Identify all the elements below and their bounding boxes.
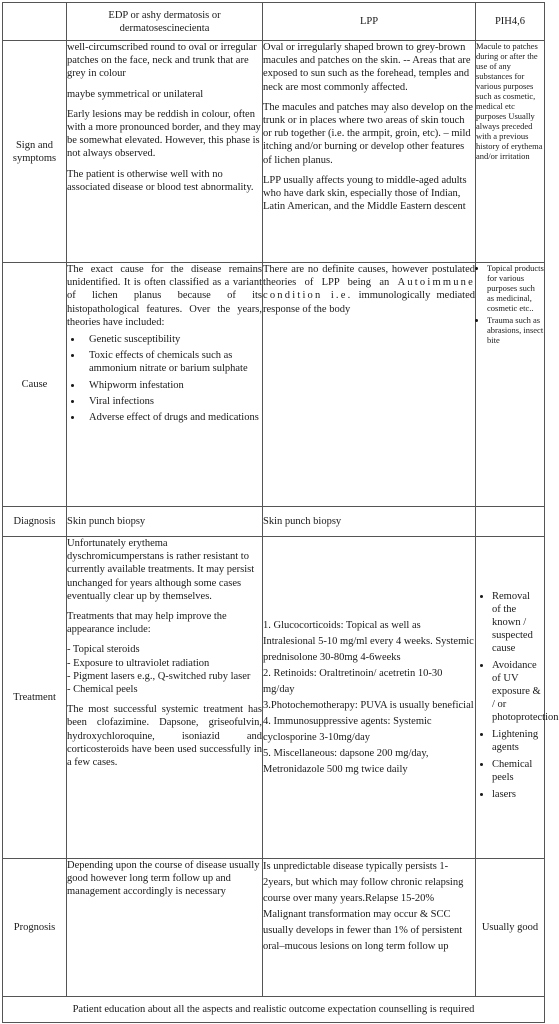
list-item: • Adverse effect of drugs and medications xyxy=(83,411,262,424)
list-item: • Trauma such as abrasions, insect bite xyxy=(487,315,544,345)
signs-lpp-p3: LPP usually affects young to middle-aged adults who have dark skin, especially those of Indian, Latin American, and the Middle Eastern descent xyxy=(263,174,467,213)
cause-lpp-part1: There are no definite causes, however postulated theories of LPP being an xyxy=(263,264,475,289)
list-item: • Chemical peels xyxy=(492,758,541,784)
cause-edp-list xyxy=(67,333,262,424)
list-item: • Topical products for various purposes such as medicinal, cosmetic etc.. xyxy=(487,263,544,313)
cause-lpp-part3: immunologically mediated response of the body xyxy=(263,290,475,315)
row-label-signs: Sign and symptoms xyxy=(3,41,67,263)
cause-lpp-part2: Autoimmune condition i.e. xyxy=(263,277,475,302)
footer-note: Patient education about all the aspects and realistic outcome expectation counselling is required xyxy=(3,997,545,1023)
row-label-cause: Cause xyxy=(3,263,67,507)
list-item: • Whipworm infestation xyxy=(83,379,262,392)
header-pih: PIH4,6 xyxy=(476,3,545,41)
header-lpp: LPP xyxy=(263,3,476,41)
list-item: • Viral infections xyxy=(83,395,262,408)
treatment-pih-cell xyxy=(476,537,559,859)
treatment-pih-list xyxy=(479,590,559,801)
list-item: - Topical steroids xyxy=(67,644,140,656)
list-item: 5. Miscellaneous: dapsone 200 mg/day, Metronidazole 500 mg twice daily xyxy=(263,747,429,775)
list-item: • Toxic effects of chemicals such as ammonium nitrate or barium sulphate xyxy=(83,349,262,375)
treatment-lpp-list xyxy=(263,618,475,778)
list-item: - Pigment lasers e.g., Q-switched ruby laser xyxy=(67,670,251,682)
cause-pih-list xyxy=(476,263,544,345)
row-label-prognosis: Prognosis xyxy=(3,859,67,997)
row-diagnosis xyxy=(3,507,545,537)
cause-lpp-text xyxy=(263,263,475,316)
signs-edp-p3: Early lesions may be reddish in colour, often with a more pronounced border, and they may be somewhat elevated. However, this phase is not always observed. xyxy=(67,108,261,160)
treatment-edp-list xyxy=(67,643,262,696)
cause-edp-cell xyxy=(67,263,263,507)
list-item: • Removal of the known / suspected cause xyxy=(492,590,541,655)
diagnosis-lpp-cell: Skin punch biopsy xyxy=(263,507,476,537)
treatment-lpp-cell xyxy=(263,537,476,859)
cause-edp-intro: The exact cause for the disease remains unidentified. It is often classified as a variant of lichen planus because of its histopathological features. Over the years, theories have included: xyxy=(67,264,262,328)
signs-edp-p4: The patient is otherwise well with no associated disease or blood test abnormality. xyxy=(67,168,254,193)
list-item: 4. Immunosuppressive agents: Systemic cyclosporine 3-10mg/day xyxy=(263,715,432,743)
list-item: • lasers xyxy=(492,788,541,801)
signs-pih-cell: Macule to patches during or after the use of any substances for various purposes such as cosmetic, medical etc purposes Usually always preceded with a previous history of erythema and/or irritation xyxy=(476,41,545,263)
treatment-edp-p2: Treatments that may help improve the appearance include: xyxy=(67,611,227,636)
row-label-treatment: Treatment xyxy=(3,537,67,859)
treatment-edp-p1: Unfortunately erythema dyschromicumperstans is rather resistant to currently available treatments. It may persist unchanged for years although some cases eventually clear up by themselves. xyxy=(67,538,255,602)
list-item: 1. Glucocorticoids: Topical as well as Intralesional 5-10 mg/ml every 4 weeks. Systemic prednisolone 30-80mg 4-6weeks xyxy=(263,619,474,663)
signs-edp-p2: maybe symmetrical or unilateral xyxy=(67,88,204,100)
list-item: 3.Photochemotherapy: PUVA is usually beneficial xyxy=(263,699,474,711)
row-cause xyxy=(3,263,545,507)
prognosis-lpp-cell: Is unpredictable disease typically persists 1-2years, but which may follow chronic relapsing course over many years.Relapse 15-20% Malignant transformation may occur & SCC usually develops in fewer than 1% of persistent oral–mucous lesions on long term follow up xyxy=(263,859,476,997)
row-prognosis xyxy=(3,859,545,997)
list-item: • Lightening agents xyxy=(492,728,541,754)
signs-lpp-cell xyxy=(263,41,476,263)
list-item: 2. Retinoids: Oraltretinoin/ acetretin 10-30 mg/day xyxy=(263,667,443,695)
list-item: • Avoidance of UV exposure & / or photoprotection xyxy=(492,659,541,724)
list-item: • Genetic susceptibility xyxy=(83,333,262,346)
list-item: - Chemical peels xyxy=(67,684,138,696)
prognosis-edp-cell: Depending upon the course of disease usually good however long term follow up and management accordingly is necessary xyxy=(67,859,263,997)
comparison-table xyxy=(2,2,559,1023)
header-edp: EDP or ashy dermatosis or dermatosescinecienta xyxy=(67,3,263,41)
row-treatment xyxy=(3,537,545,859)
cause-pih-cell xyxy=(476,263,545,507)
row-signs xyxy=(3,41,545,263)
prognosis-pih-cell: Usually good xyxy=(476,859,545,997)
diagnosis-pih-cell xyxy=(476,507,545,537)
header-empty xyxy=(3,3,67,41)
treatment-edp-cell xyxy=(67,537,263,859)
signs-lpp-p2: The macules and patches may also develop on the trunk or in places where two areas of skin touch or rub together (i.e. the armpit, groin, etc). – mild itching and/or burning or develop other features of lichen planus. xyxy=(263,101,473,166)
signs-edp-p1: well-circumscribed round to oval or irregular patches on the face, neck and trunk that are grey in colour xyxy=(67,42,257,80)
signs-edp-cell xyxy=(67,41,263,263)
diagnosis-edp-cell: Skin punch biopsy xyxy=(67,507,263,537)
cause-lpp-cell xyxy=(263,263,476,507)
footer-row xyxy=(3,997,545,1023)
row-label-diagnosis: Diagnosis xyxy=(3,507,67,537)
header-row xyxy=(3,3,545,41)
treatment-edp-p3: The most successful systemic treatment has been clofazimine. Dapsone, griseofulvin, hydroxychloroquine, isoniazid and corticosteroids have been used successfully in a few cases. xyxy=(67,704,262,769)
list-item: - Exposure to ultraviolet radiation xyxy=(67,657,210,669)
signs-lpp-p1: Oval or irregularly shaped brown to grey-brown macules and patches on the skin. -- Areas that are exposed to sun such as the forehead, temples and neck are most commonly affected. xyxy=(263,42,471,93)
